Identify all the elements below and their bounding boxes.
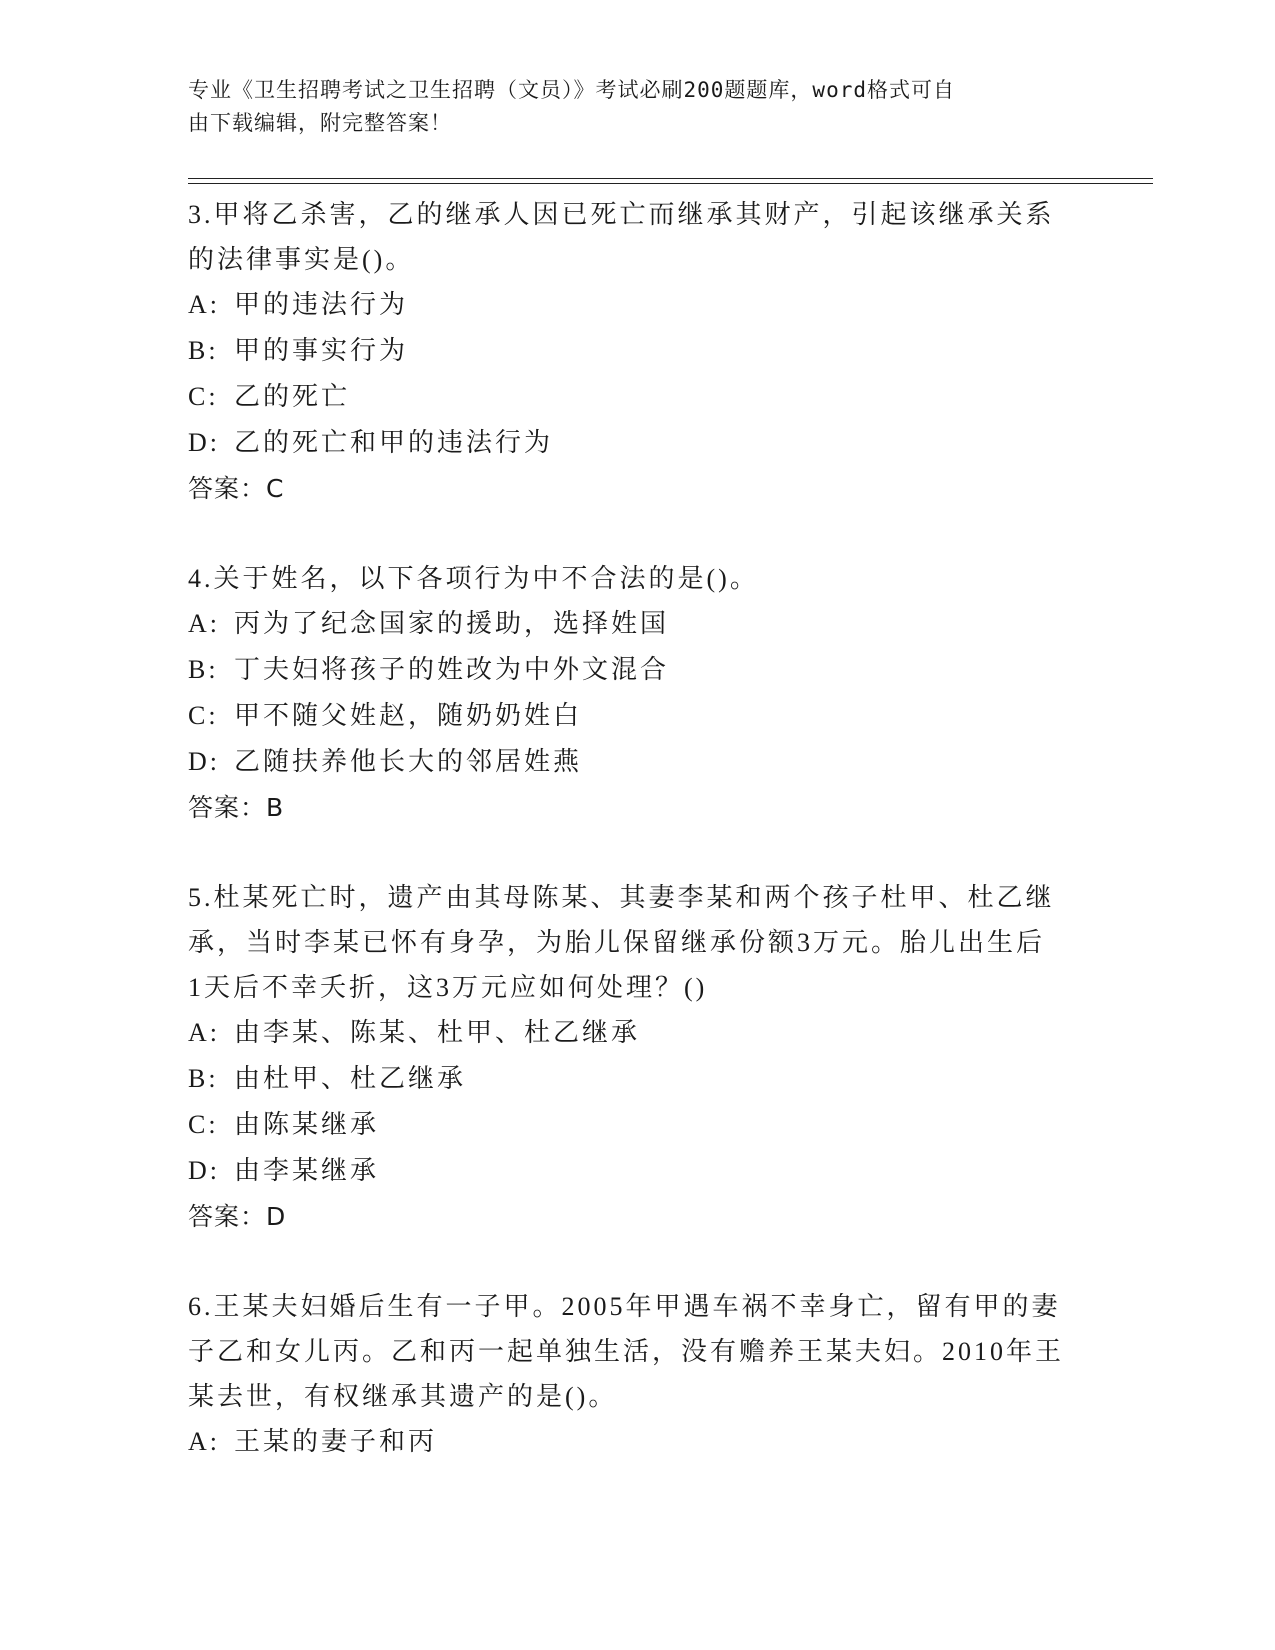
option-b [188,1056,1068,1102]
option-label: C: [188,382,219,411]
option-label: C: [188,701,219,730]
question-block [188,875,1068,1240]
option-label: A: [188,609,220,638]
header-line-2: 由下载编辑，附完整答案！ [188,111,452,135]
answer-line: 答案：D [188,1202,287,1231]
option-label: B: [188,655,219,684]
option-text: 王某的妻子和丙 [234,1427,438,1456]
header-divider-bottom [188,183,1153,184]
option-label: A: [188,1427,220,1456]
option-label: A: [188,290,220,319]
header-line-1: 专业《卫生招聘考试之卫生招聘（文员）》考试必刷200题题库，word格式可自 [188,78,955,102]
answer-line: 答案：C [188,474,285,503]
option-text: 甲的事实行为 [234,336,409,365]
option-d [188,1148,1068,1194]
option-label: B: [188,1064,219,1093]
option-label: D: [188,1156,220,1185]
option-text: 由李某继承 [234,1156,380,1185]
question-block [188,192,1068,512]
option-a [188,1419,1068,1465]
option-d [188,420,1068,466]
question-stem-line: 4.关于姓名，以下各项行为中不合法的是()。 [188,564,759,593]
option-a [188,1010,1068,1056]
option-label: B: [188,336,219,365]
option-text: 乙的死亡和甲的违法行为 [234,428,554,457]
option-d [188,739,1068,785]
question-stem-line: 1天后不幸夭折，这3万元应如何处理？() [188,973,708,1002]
question-stem-line: 的法律事实是()。 [188,245,415,274]
option-c [188,374,1068,420]
document-header [188,74,1068,140]
option-text: 乙随扶养他长大的邻居姓燕 [234,747,583,776]
question-stem-line: 5.杜某死亡时，遗产由其母陈某、其妻李某和两个孩子杜甲、杜乙继 [188,883,1055,912]
answer-line: 答案：B [188,793,285,822]
question-stem-line: 某去世，有权继承其遗产的是()。 [188,1382,618,1411]
option-text: 丙为了纪念国家的援助，选择姓国 [234,609,670,638]
option-label: A: [188,1018,220,1047]
question-block [188,556,1068,831]
option-text: 丁夫妇将孩子的姓改为中外文混合 [234,655,670,684]
question-stem-line: 承，当时李某已怀有身孕，为胎儿保留继承份额3万元。胎儿出生后 [188,928,1046,957]
question-list [188,192,1068,1465]
question-block [188,1284,1068,1465]
option-b [188,328,1068,374]
option-text: 甲不随父姓赵，随奶奶姓白 [234,701,583,730]
header-divider-top [188,178,1153,179]
option-c [188,1102,1068,1148]
option-label: D: [188,428,220,457]
option-text: 乙的死亡 [234,382,351,411]
option-label: C: [188,1110,219,1139]
option-text: 由杜甲、杜乙继承 [234,1064,467,1093]
option-c [188,693,1068,739]
option-a [188,601,1068,647]
option-a [188,282,1068,328]
document-page [188,0,1153,1650]
option-b [188,647,1068,693]
question-stem-line: 3.甲将乙杀害，乙的继承人因已死亡而继承其财产，引起该继承关系 [188,200,1055,229]
question-stem-line: 子乙和女儿丙。乙和丙一起单独生活，没有赡养王某夫妇。2010年王 [188,1337,1065,1366]
option-text: 由陈某继承 [234,1110,380,1139]
option-label: D: [188,747,220,776]
option-text: 由李某、陈某、杜甲、杜乙继承 [234,1018,641,1047]
question-stem-line: 6.王某夫妇婚后生有一子甲。2005年甲遇车祸不幸身亡，留有甲的妻 [188,1292,1061,1321]
option-text: 甲的违法行为 [234,290,409,319]
